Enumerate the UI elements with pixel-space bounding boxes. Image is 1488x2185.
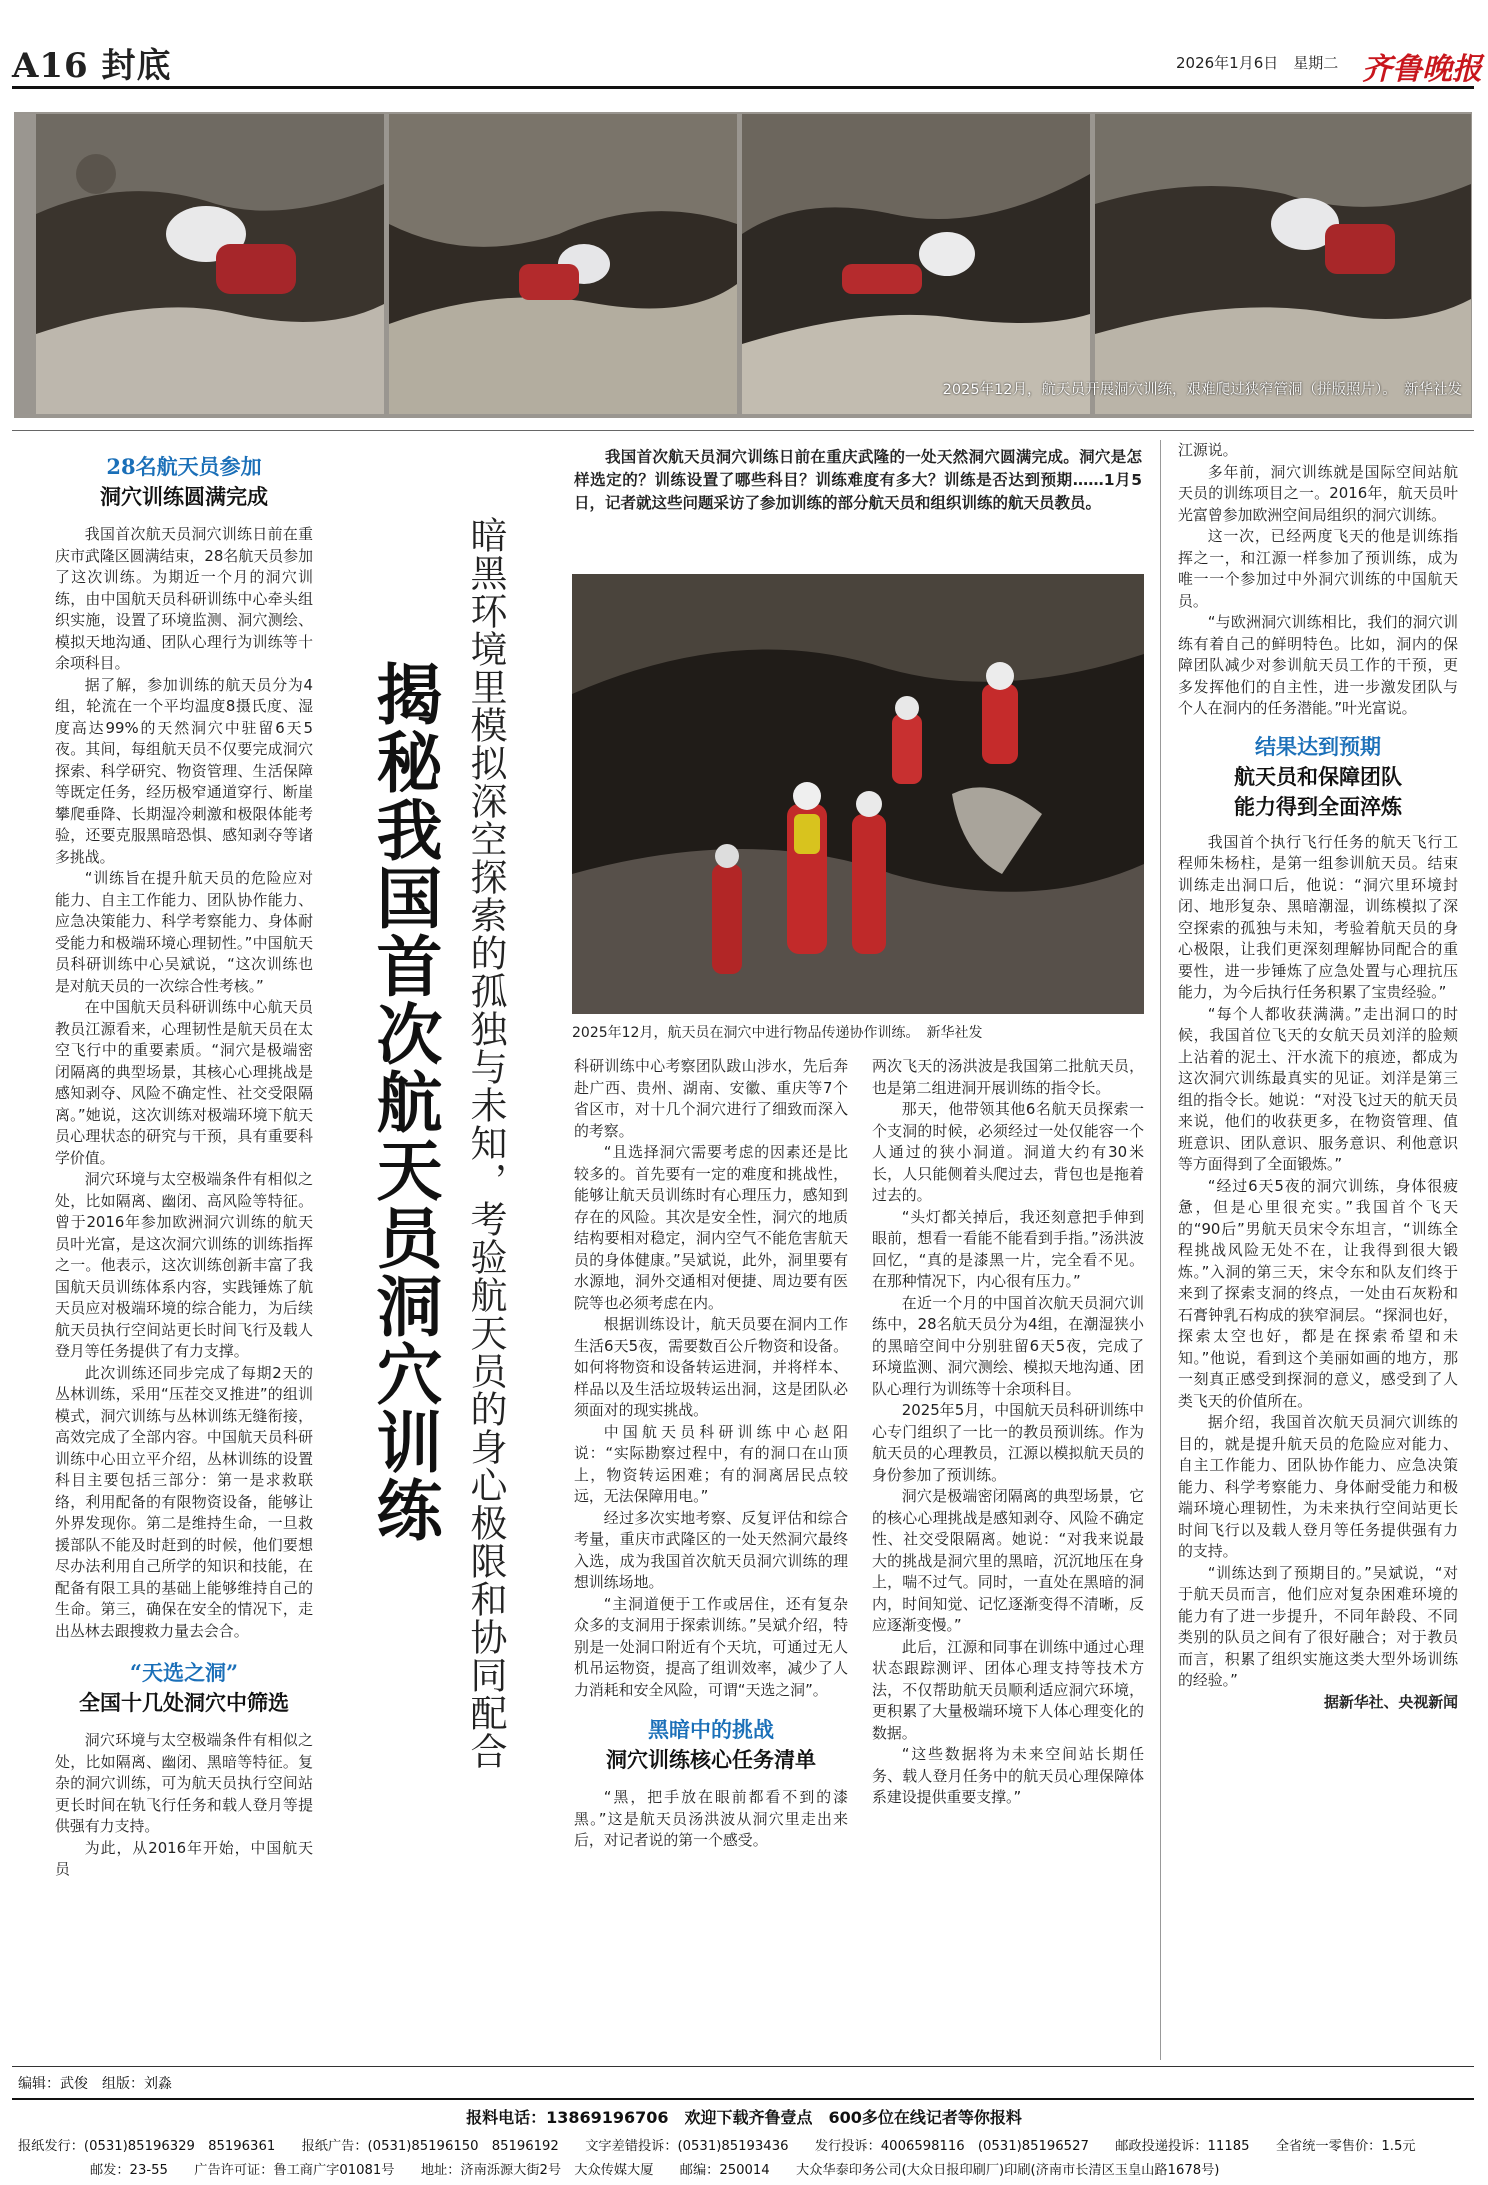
col4-paragraph: “与欧洲洞穴训练相比，我们的洞穴训练有着自己的鲜明特色。比如，洞内的保障团队减少对参训航天员工作的干预，更多发挥他们的自主性，进一步激发团队与个人在洞内的任务潜能。”叶光富说。 bbox=[1178, 613, 1458, 717]
lead-paragraph: 我国首次航天员洞穴训练日前在重庆武隆的一处天然洞穴圆满完成。洞穴是怎样选定的？训练设置了哪些科目？训练难度有多大？训练是否达到预期……1月5日，记者就这些问题采访了参加训练的部分航天员和组织训练的航天员教员。 bbox=[574, 448, 1142, 512]
strip-rule bbox=[12, 430, 1474, 431]
section-4-kicker: 结果达到预期 bbox=[1255, 733, 1381, 759]
footer-line-1: 报纸发行：(0531)85196329 85196361 报纸广告：(0531)85196150 85196192 文字差错投诉：(0531)85193436 发行投诉：4006598116 (0531)85196527 邮政投递投诉：11185 全省统一零售价：1.5元 bbox=[18, 2139, 1416, 2154]
col1-paragraph: 此次训练还同步完成了每期2天的丛林训练，采用“压茬交叉推进”的组训模式，洞穴训练与丛林训练无缝衔接，高效完成了全部内容。中国航天员科研训练中心田立平介绍，丛林训练的设置科目主要包括三部分：第一是求救联络，利用配备的有限物资设备，能够让外界发现你。第二是维持生命，一旦救援部队不能及时赶到的时候，他们要想尽办法利用自己所学的知识和技能，在配备有限工具的基础上能够维持自己的生命。第三，确保在安全的情况下，走出丛林去跟搜救力量去会合。 bbox=[55, 1363, 313, 1640]
col2-paragraph: 中国航天员科研训练中心赵阳说：“实际勘察过程中，有的洞口在山顶上，物资转运困难；有的洞离居民点较远，无法保障用电。” bbox=[574, 1422, 848, 1505]
column-4 bbox=[1178, 440, 1458, 1713]
column-1 bbox=[55, 452, 313, 1881]
photo-strip-caption: 2025年12月，航天员开展洞穴训练，艰难爬过狭窄管洞（拼版照片）。 新华社发 bbox=[942, 382, 1462, 398]
column-3 bbox=[872, 1056, 1144, 1809]
column-2 bbox=[574, 1056, 848, 1852]
col4-paragraph: 这一次，已经两度飞天的他是训练指挥之一，和江源一样参加了预训练，成为唯一一个参加过中外洞穴训练的中国航天员。 bbox=[1178, 527, 1458, 610]
col2-paragraph: 经过多次实地考察、反复评估和综合考量，重庆市武隆区的一处天然洞穴最终入选，成为我国首次航天员洞穴训练的理想训练场地。 bbox=[574, 1508, 848, 1591]
section-2-head bbox=[55, 1658, 313, 1718]
news-source: 据新华社、央视新闻 bbox=[1323, 1692, 1458, 1711]
main-photo-caption: 2025年12月，航天员在洞穴中进行物品传递协作训练。 新华社发 bbox=[572, 1025, 983, 1041]
section-1-kicker: 28名航天员参加 bbox=[106, 454, 262, 479]
editor-rule bbox=[12, 2066, 1474, 2067]
col3-paragraph: “这些数据将为未来空间站长期任务、载人登月任务中的航天员心理保障体系建设提供重要支撑。” bbox=[872, 1745, 1144, 1806]
section-4-title: 航天员和保障团队 bbox=[1234, 763, 1402, 789]
cave-photo-3 bbox=[742, 114, 1090, 414]
photo-strip bbox=[14, 112, 1472, 418]
col4-paragraph: “经过6天5夜的洞穴训练，身体很疲惫，但是心里很充实。”我国首个飞天的“90后”男航天员宋令东坦言，“训练全程挑战风险无处不在，让我得到很大锻炼。”入洞的第三天，宋令东和队友们终于来到了探索支洞的终点，一处由石灰粉和石膏钟乳石构成的狭窄洞层。“探洞也好，探索太空也好，都是在探索希望和未知。”他说，看到这个美丽如画的地方，那一刻真正感受到探洞的意义，感受到了人类飞天的价值所在。 bbox=[1178, 1176, 1458, 1410]
page-label: A16 封底 bbox=[12, 46, 172, 86]
issue-date: 2026年1月6日 星期二 bbox=[1176, 54, 1339, 72]
col4-paragraph: 江源说。 bbox=[1178, 441, 1238, 459]
footer-rule bbox=[12, 2098, 1474, 2100]
col3-paragraph: 此后，江源和同事在训练中通过心理状态跟踪测评、团体心理支持等技术方法，不仅帮助航天员顺利适应洞穴环境，更积累了大量极端环境下人体心理变化的数据。 bbox=[872, 1637, 1144, 1742]
col4-paragraph: 我国首个执行飞行任务的航天飞行工程师朱杨柱，是第一组参训航天员。结束训练走出洞口后，他说：“洞穴里环境封闭、地形复杂、黑暗潮湿，训练模拟了深空探索的孤独与未知，考验着航天员的身心极限，让我们更深刻理解协同配合的重要性，进一步锤炼了应急处置与心理抗压能力，为今后执行任务积累了宝贵经验。” bbox=[1178, 832, 1458, 1001]
col3-paragraph: 在近一个月的中国首次航天员洞穴训练中，28名航天员分为4组，在潮湿狭小的黑暗空间中分别驻留6天5夜，完成了环境监测、洞穴测绘、模拟天地沟通、团队心理行为训练等十余项科目。 bbox=[872, 1293, 1144, 1398]
col2-paragraph: 科研训练中心考察团队跋山涉水，先后奔赴广西、贵州、湖南、安徽、重庆等7个省区市，对十几个洞穴进行了细致而深入的考察。 bbox=[574, 1057, 848, 1140]
newspaper-logo: 齐鲁晚报 bbox=[1362, 52, 1482, 87]
col1-paragraph: 我国首次航天员洞穴训练日前在重庆市武隆区圆满结束，28名航天员参加了这次训练。为期近一个月的洞穴训练，由中国航天员科研训练中心牵头组织实施，设置了环境监测、洞穴测绘、模拟天地沟通、团队心理行为训练等十余项科目。 bbox=[55, 525, 313, 672]
cave-photo-1 bbox=[36, 114, 384, 414]
col3-paragraph: 两次飞天的汤洪波是我国第二批航天员，也是第二组进洞开展训练的指令长。 bbox=[872, 1057, 1144, 1097]
col1-paragraph: “训练旨在提升航天员的危险应对能力、自主工作能力、团队协作能力、应急决策能力、科学考察能力、身体耐受能力和极端环境心理韧性。”中国航天员科研训练中心吴斌说，“这次训练也是对航天员的一次综合性考核。” bbox=[55, 869, 313, 995]
col1-paragraph: 洞穴环境与太空极端条件有相似之处，比如隔离、幽闭、高风险等特征。曾于2016年参加欧洲洞穴训练的航天员叶光富，是这次洞穴训练的训练指挥之一。他表示，这次训练创新丰富了我国航天员训练体系内容，实践锤炼了航天员应对极端环境的综合能力，为后续航天员执行空间站更长时间飞行及载人登月等任务提供了有力支撑。 bbox=[55, 1170, 313, 1360]
section-3-title: 洞穴训练核心任务清单 bbox=[606, 1747, 816, 1772]
col4-paragraph: 据介绍，我国首次航天员洞穴训练的目的，就是提升航天员的危险应对能力、自主工作能力、团队协作能力、应急决策能力、科学考察能力、身体耐受能力和极端环境心理韧性，为未来执行空间站更长时间飞行以及载人登月等任务提供强有力的支持。 bbox=[1178, 1413, 1458, 1560]
col4-paragraph: 多年前，洞穴训练就是国际空间站航天员的训练项目之一。2016年，航天员叶光富曾参加欧洲空间局组织的洞穴训练。 bbox=[1178, 462, 1458, 524]
section-2-kicker: “天选之洞” bbox=[129, 1660, 239, 1685]
col1-paragraph: 在中国航天员科研训练中心航天员教员江源看来，心理韧性是航天员在太空飞行中的重要素质。“洞穴是极端密闭隔离的典型场景，其核心心理挑战是感知剥夺、风险不确定性、社交受限隔离。”她说，这次训练对极端环境下航天员心理状态的研究与干预，具有重要科学价值。 bbox=[55, 998, 313, 1167]
cave-photo-4 bbox=[1095, 114, 1471, 414]
col2-paragraph: “且选择洞穴需要考虑的因素还是比较多的。首先要有一定的难度和挑战性，能够让航天员训练时有心理压力，感知到存在的风险。其次是安全性，洞穴的地质结构要相对稳定，洞内空气不能危害航天员的身体健康。”吴斌说，此外，洞里要有水源地，洞外交通相对便捷、周边要有医院等也必须考虑在内。 bbox=[574, 1143, 848, 1312]
header-rule bbox=[12, 86, 1474, 89]
col1-paragraph: 据了解，参加训练的航天员分为4组，轮流在一个平均温度8摄氏度、湿度高达99%的天然洞穴中驻留6天5夜。其间，每组航天员不仅要完成洞穴探索、科学研究、物资管理、生活保障等既定任务，经历极窄通道穿行、断崖攀爬垂降、长期湿冷刺激和极限体能考验，还要克服黑暗恐惧、感知剥夺等诸多挑战。 bbox=[55, 675, 313, 866]
column-divider bbox=[1160, 440, 1161, 2060]
col4-paragraph: “训练达到了预期目的。”吴斌说，“对于航天员而言，他们应对复杂困难环境的能力有了进一步提升，不同年龄段、不同类别的队员之间有了很好融合；对于教员而言，积累了组织实施这类大型外场训练的经验。” bbox=[1178, 1563, 1458, 1689]
section-4-head bbox=[1178, 732, 1458, 822]
section-1-head bbox=[55, 452, 313, 512]
cave-photo-2 bbox=[389, 114, 737, 414]
hotline: 报料电话：13869196706 欢迎下载齐鲁壹点 600多位在线记者等你报料 bbox=[466, 2108, 1022, 2127]
headline-title: 揭秘我国首次航天员洞穴训练 bbox=[365, 660, 443, 1544]
headline-subtitle: 暗黑环境里模拟深空探索的孤独与未知，考验航天员的身心极限和协同配合 bbox=[464, 516, 507, 1770]
editors-credit: 编辑：武俊 组版：刘淼 bbox=[18, 2076, 172, 2092]
section-2-title: 全国十几处洞穴中筛选 bbox=[79, 1690, 289, 1715]
col1-paragraph: 为此，从2016年开始，中国航天员 bbox=[55, 1838, 313, 1878]
col2-paragraph: “黑，把手放在眼前都看不到的漆黑。”这是航天员汤洪波从洞穴里走出来后，对记者说的第一个感受。 bbox=[574, 1788, 848, 1849]
section-4-title-line2: 能力得到全面淬炼 bbox=[1234, 793, 1402, 819]
col3-paragraph: 洞穴是极端密闭隔离的典型场景，它的核心心理挑战是感知剥夺、风险不确定性、社交受限隔离。她说：“对我来说最大的挑战是洞穴里的黑暗，沉沉地压在身上，喘不过气。同时，一直处在黑暗的洞内，时间知觉、记忆逐渐变得不清晰，反应逐渐变慢。” bbox=[872, 1487, 1144, 1634]
main-photo bbox=[572, 574, 1144, 1014]
col1-paragraph: 洞穴环境与太空极端条件有相似之处，比如隔离、幽闭、黑暗等特征。复杂的洞穴训练，可为航天员执行空间站更长时间在轨飞行任务和载人登月等提供强有力支持。 bbox=[55, 1731, 313, 1835]
section-1-title: 洞穴训练圆满完成 bbox=[100, 484, 268, 509]
section-3-head bbox=[574, 1715, 848, 1775]
col3-paragraph: 2025年5月，中国航天员科研训练中心专门组织了一比一的教员预训练。作为航天员的心理教员，江源以模拟航天员的身份参加了预训练。 bbox=[872, 1401, 1144, 1484]
col2-paragraph: “主洞道便于工作或居住，还有复杂众多的支洞用于探索训练。”吴斌介绍，特别是一处洞口附近有个天坑，可通过无人机吊运物资，提高了组训效率，减少了人力消耗和安全风险，可谓“天选之洞”。 bbox=[574, 1594, 848, 1699]
col4-paragraph: “每个人都收获满满。”走出洞口的时候，我国首位飞天的女航天员刘洋的脸颊上沾着的泥土、汗水流下的痕迹，都成为这次洞穴训练最真实的见证。刘洋是第三组的指令长。她说：“对没飞过天的航天员来说，他们的收获更多，在物资管理、值班意识、团队意识、服务意识、利他意识等方面得到了全面锻炼。” bbox=[1178, 1004, 1458, 1173]
col2-paragraph: 根据训练设计，航天员要在洞内工作生活6天5夜，需要数百公斤物资和设备。如何将物资和设备转运进洞，并将样本、样品以及生活垃圾转运出洞，这是团队必须面对的现实挑战。 bbox=[574, 1315, 848, 1419]
col3-paragraph: 那天，他带领其他6名航天员探索一个支洞的时候，必须经过一处仅能容一个人通过的狭小洞道。洞道大约有30米长，人只能侧着头爬过去，背包也是拖着过去的。 bbox=[872, 1100, 1144, 1204]
section-3-kicker: 黑暗中的挑战 bbox=[648, 1717, 774, 1742]
col3-paragraph: “头灯都关掉后，我还刻意把手伸到眼前，想看一看能不能看到手指。”汤洪波回忆，“真的是漆黑一片，完全看不见。在那种情况下，内心很有压力。” bbox=[872, 1207, 1144, 1290]
footer-line-2: 邮发：23-55 广告许可证：鲁工商广字01081号 地址：济南泺源大街2号 大众传媒大厦 邮编：250014 大众华泰印务公司(大众日报印刷厂)印刷(济南市长清区玉皇山路1678号) bbox=[90, 2163, 1220, 2178]
